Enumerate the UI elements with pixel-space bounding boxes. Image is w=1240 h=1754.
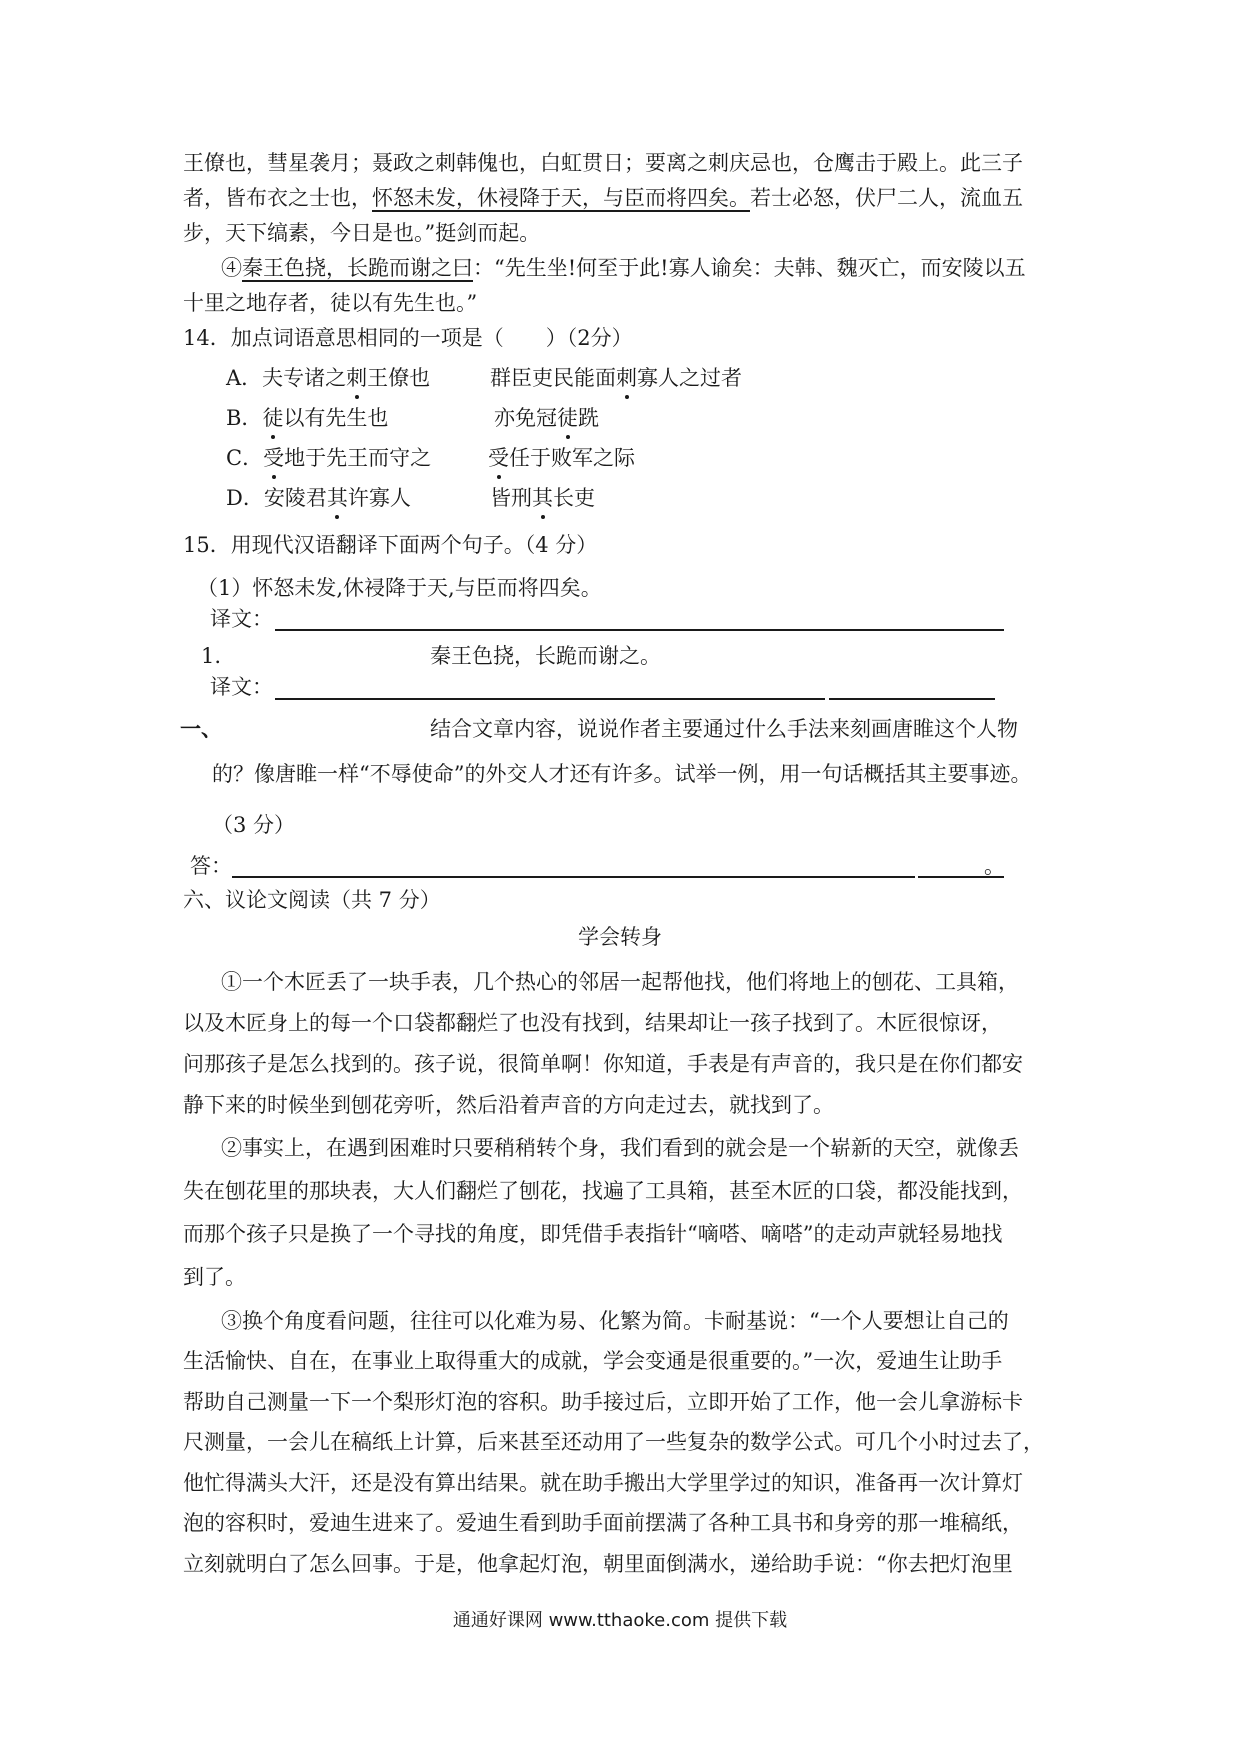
option-text: 任于败军之际 [509,446,635,470]
q15-sentence-2: 秦王色挠，长跪而谢之。 [430,644,661,668]
answer-line-2[interactable] [275,698,825,700]
footer-text: 通通好课网 www.tthaoke.com 提供下载 [452,1610,788,1631]
option-text: C． [226,446,264,470]
passage-line-3: 步，天下缟素，今日是也。”挺剑而起。 [183,221,541,245]
paragraph-2-line: ②事实上，在遇到困难时只要稍稍转个身，我们看到的就会是一个崭新的天空，就像丢 [221,1136,1019,1160]
underlined-sentence: 秦王色挠，长跪而谢之曰 [242,256,473,280]
question-14-stem: 14．加点词语意思相同的一项是（ ）（2分） [183,326,633,350]
option-text: 群臣吏民能面 [490,366,616,390]
paragraph-3-line: ③换个角度看问题，往往可以化难为易、化繁为简。卡耐基说：“一个人要想让自己的 [221,1309,1009,1333]
paragraph-2-line: 到了。 [183,1265,246,1289]
paragraph-1-line: 以及木匠身上的每一个口袋都翻烂了也没有找到，结果却让一孩子找到了。木匠很惊讶， [183,1011,1002,1035]
paragraph-3-line: 帮助自己测量一下一个梨形灯泡的容积。助手接过后，立即开始了工作，他一会儿拿游标卡 [183,1390,1023,1414]
translation-label-2: 译文： [210,675,273,699]
underlined-sentence: 怀怒未发，休祲降于天，与臣而将四矣。 [372,186,750,210]
dotted-char: 其 [327,483,348,513]
paragraph-3-line: 尺测量，一会儿在稿纸上计算，后来甚至还动用了一些复杂的数学公式。可几个小时过去了， [183,1430,1044,1454]
q14-option-a-right [490,363,742,393]
paragraph-1-line: 问那孩子是怎么找到的。孩子说，很简单啊！你知道，手表是有声音的，我只是在你们都安 [183,1052,1023,1076]
q14-option-c-left [226,443,431,473]
paragraph-1-line: ①一个木匠丢了一块手表，几个热心的邻居一起帮他找，他们将地上的刨花、工具箱， [221,970,1019,994]
passage-line-5: 十里之地存者，徒以有先生也。” [183,291,478,315]
q14-option-c-right [488,443,635,473]
passage-text: 若士必怒，伏尸二人，流血五 [750,186,1023,210]
passage-line-2 [183,183,1023,213]
paragraph-3-line: 他忙得满头大汗，还是没有算出结果。就在助手搬出大学里学过的知识，准备再一次计算灯 [183,1471,1023,1495]
paragraph-1-line: 静下来的时候坐到刨花旁听，然后沿着声音的方向走过去，就找到了。 [183,1093,834,1117]
paragraph-3-line: 泡的容积时，爱迪生进来了。爱迪生看到助手面前摆满了各种工具书和身旁的那一堆稿纸， [183,1511,1023,1535]
option-text: 以有先生也 [283,406,389,430]
option-text: 王僚也 [367,366,431,390]
dotted-char: 受 [263,443,284,473]
question-16-number: 一、 [180,716,222,741]
paragraph-3-line: 立刻就明白了怎么回事。于是，他拿起灯泡，朝里面倒满水，递给助手说：“你去把灯泡里 [183,1552,1013,1576]
option-text: B． [226,406,263,430]
q15-sentence-2-number: 1. [201,644,222,668]
question-16-line-1: 结合文章内容，说说作者主要通过什么手法来刻画唐睢这个人物 [430,717,1018,741]
q14-option-d-right [490,483,595,513]
dotted-char: 徒 [557,403,578,433]
passage-line-1: 王僚也，彗星袭月；聂政之刺韩傀也，白虹贯日；要离之刺庆忌也，仓鹰击于殿上。此三子 [183,151,1023,175]
option-text: 地于先王而守之 [284,446,432,470]
option-text: 许寡人 [347,486,411,510]
dotted-char: 刺 [616,363,637,393]
question-15-stem: 15．用现代汉语翻译下面两个句子。（4 分） [183,533,598,557]
option-text: 跣 [578,406,599,430]
dotted-char: 刺 [346,363,367,393]
q14-option-b-left [226,403,388,433]
paragraph-2-line: 而那个孩子只是换了一个寻找的角度，即凭借手表指针“嘀嗒、嘀嗒”的走动声就轻易地找 [183,1222,1003,1246]
question-16-score: （3 分） [212,813,296,837]
paragraph-2-line: 失在刨花里的那块表，大人们翻烂了刨花，找遍了工具箱，甚至木匠的口袋，都没能找到， [183,1179,1023,1203]
q14-option-b-right [494,403,599,433]
answer-label: 答： [190,854,232,878]
option-text: A．夫专诸之 [226,366,347,390]
dotted-char: 徒 [262,403,283,433]
q14-option-a-left [226,363,430,393]
answer-line-2-end[interactable] [829,698,995,700]
section-6-heading: 六、议论文阅读（共 7 分） [183,888,441,912]
answer-line-3[interactable] [232,876,915,878]
paragraph-3-line: 生活愉快、自在，在事业上取得重大的成就，学会变通是很重要的。”一次，爱迪生让助手 [183,1349,1003,1373]
option-text: 皆刑 [490,486,532,510]
option-text: D．安陵君 [226,486,327,510]
article-title: 学会转身 [578,925,662,949]
passage-text: ：“先生坐!何至于此!寡人谕矣：夫韩、魏灭亡，而安陵以五 [473,256,1026,280]
passage-line-4 [221,253,1026,283]
translation-label-1: 译文： [210,607,273,631]
paragraph-number: ④ [221,256,242,280]
q15-sentence-1: （1）怀怒未发,休祲降于天,与臣而将四矣。 [197,576,602,600]
option-text: 长吏 [553,486,595,510]
passage-text: 者，皆布衣之士也， [183,186,372,210]
option-text: 寡人之过者 [637,366,742,390]
answer-line-1[interactable] [275,629,1004,631]
option-text: 亦免冠 [494,406,557,430]
dotted-char: 其 [532,483,553,513]
dotted-char: 受 [488,443,509,473]
answer-end-mark: 。 [984,854,1005,878]
q14-option-d-left [226,483,411,513]
question-16-line-2: 的？像唐睢一样“不辱使命”的外交人才还有许多。试举一例，用一句话概括其主要事迹。 [212,762,1032,786]
